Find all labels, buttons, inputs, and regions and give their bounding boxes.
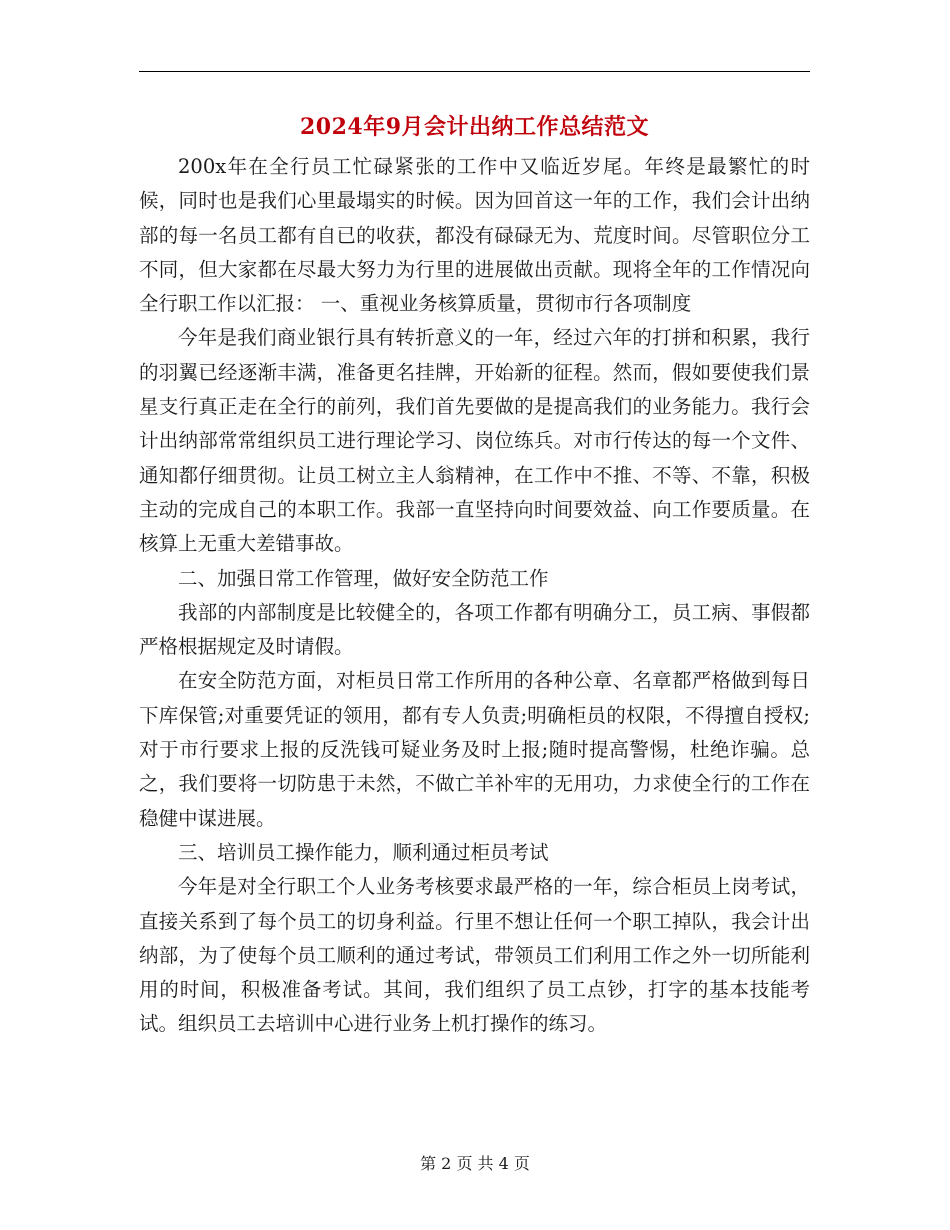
document-title: 2024年9月会计出纳工作总结范文 bbox=[299, 114, 650, 140]
paragraph-security: 在安全防范方面，对柜员日常工作所用的各种公章、名章都严格做到每日下库保管;对重要凭证的领用，都有专人负责;明确柜员的权限，不得擅自授权;对于市行要求上报的反洗钱可疑业务及时上报;随时提高警惕，杜绝诈骗。总之，我们要将一切防患于未然，不做亡羊补牢的无用功，力求使全行的工作在稳健中谋进展。 bbox=[139, 669, 810, 830]
section-heading-3: 三、培训员工操作能力，顺利通过柜员考试 bbox=[178, 840, 549, 864]
header-rule bbox=[139, 71, 810, 72]
paragraph-transition-year: 今年是我们商业银行具有转折意义的一年，经过六年的打拼和积累，我行的羽翼已经逐渐丰满，准备更名挂牌，开始新的征程。然而，假如要使我们景星支行真正走在全行的前列，我们首先要做的是提高我们的业务能力。我行会计出纳部常常组织员工进行理论学习、岗位练兵。对市行传达的每一个文件、通知都仔细贯彻。让员工树立主人翁精神，在工作中不推、不等、不靠，积极主动的完成自己的本职工作。我部一直坚持向时间要效益、向工作要质量。在核算上无重大差错事故。 bbox=[139, 326, 810, 556]
paragraph-training: 今年是对全行职工个人业务考核要求最严格的一年，综合柜员上岗考试，直接关系到了每个员工的切身利益。行里不想让任何一个职工掉队，我会计出纳部，为了使每个员工顺利的通过考试，带领员工们利用工作之外一切所能利用的时间，积极准备考试。其间，我们组织了员工点钞，打字的基本技能考试。组织员工去培训中心进行业务上机打操作的练习。 bbox=[139, 875, 810, 1036]
paragraph-intro: 200x年在全行员工忙碌紧张的工作中又临近岁尾。年终是最繁忙的时候，同时也是我们心里最塌实的时候。因为回首这一年的工作，我们会计出纳部的每一名员工都有自已的收获，都没有碌碌无为、荒度时间。尽管职位分工不同，但大家都在尽最大努力为行里的进展做出贡献。现将全年的工作情况向全行职工作以汇报： 一、重视业务核算质量，贯彻市行各项制度 bbox=[139, 155, 810, 316]
document-body bbox=[139, 150, 810, 1042]
paragraph-internal-rules: 我部的内部制度是比较健全的，各项工作都有明确分工，员工病、事假都严格根据规定及时请假。 bbox=[139, 600, 810, 659]
section-heading-2: 二、加强日常工作管理，做好安全防范工作 bbox=[178, 566, 549, 590]
page-number: 第 2 页 共 4 页 bbox=[420, 1154, 530, 1173]
page-footer bbox=[0, 1153, 950, 1175]
